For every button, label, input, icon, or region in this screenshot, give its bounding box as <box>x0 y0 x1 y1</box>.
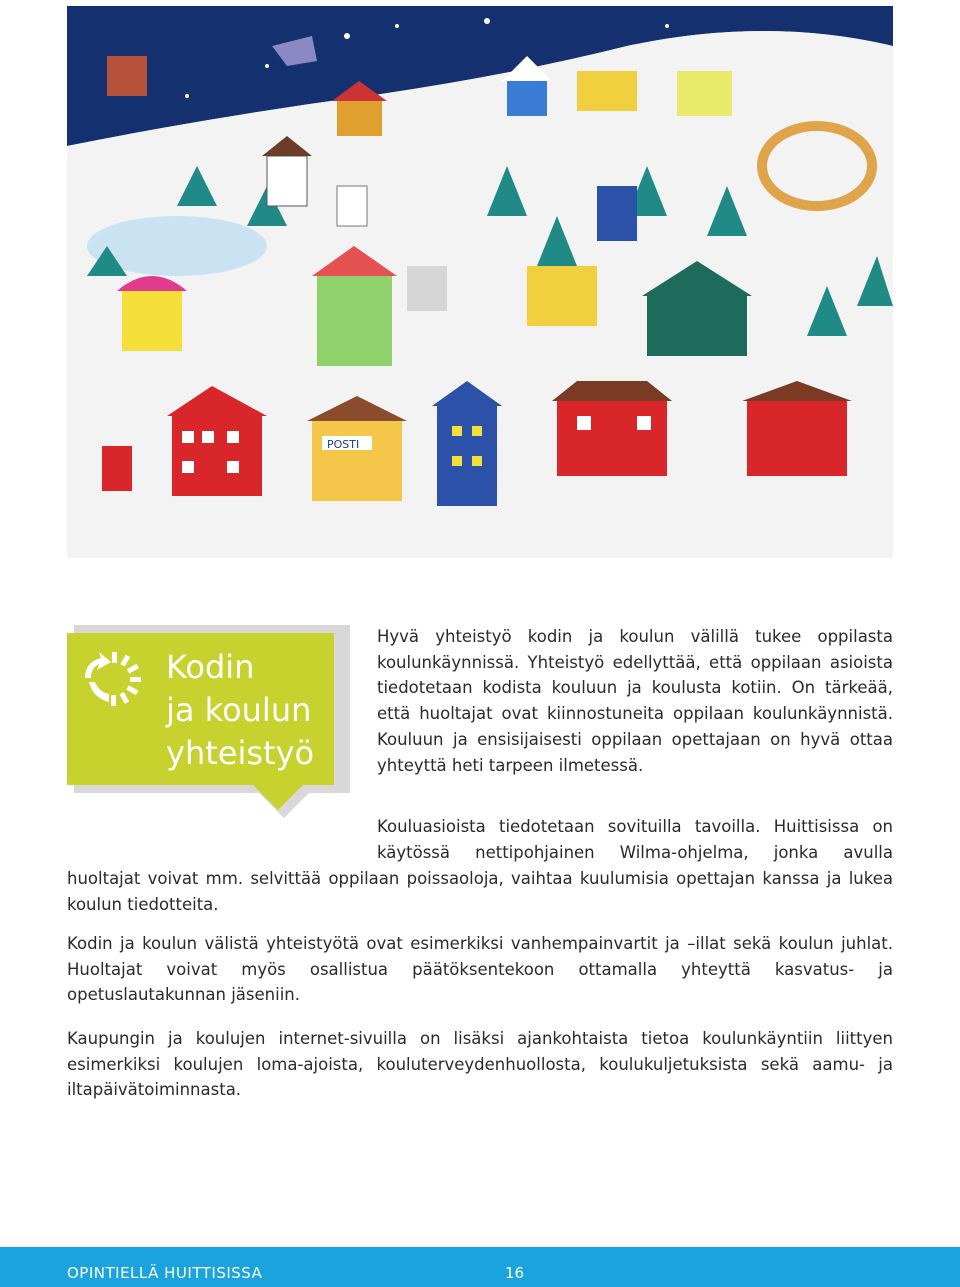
paragraph-internet: Kaupungin ja koulujen internet-sivuilla on lisäksi ajankohtaista tietoa koulunkäyntiin liittyen esimerkiksi koulujen loma-ajoista, kouluterveydenhuollosta, koulukuljetuksista sekä aamu- ja iltapäivätoiminnasta. <box>67 1029 893 1100</box>
cover-photo <box>67 6 893 558</box>
posti-sign: POSTI <box>327 438 360 451</box>
footer-title: OPINTIELLÄ HUITTISISSA <box>67 1264 263 1282</box>
callout-title-line-1: Kodin <box>166 648 255 686</box>
paragraph-intro: Hyvä yhteistyö kodin ja koulun välillä tukee oppilasta koulunkäynnissä. Yhteistyö edellyttää, että oppilaan asioista tiedotetaan kodista kouluun ja koulusta kotiin. On tärkeää, että huoltajat ovat kiinnostuneita oppilaan koulunkäynnistä. Kouluun ja ensisijaisesti oppilaan opettajaan on hyvä ottaa yhteyttä heti tarpeen ilmetessä. <box>377 627 893 775</box>
callout-title <box>166 646 336 775</box>
paragraph-wilma-continued: huoltajat voivat mm. selvittää oppilaan poissaoloja, vaihtaa kuulumisia opettajan kanssa ja lukea koulun tiedotteita. <box>67 869 893 914</box>
cycle-arrow-icon <box>79 648 141 710</box>
page-number: 16 <box>505 1264 525 1282</box>
callout-title-line-3: yhteistyö <box>166 734 315 772</box>
callout-title-line-2: ja koulun <box>166 691 312 729</box>
callout-tail <box>252 784 304 810</box>
paragraph-events: Kodin ja koulun välistä yhteistyötä ovat esimerkiksi vanhempainvartit ja –illat sekä koulun juhlat. Huoltajat voivat myös osallistua päätöksentekoon ottamalla yhteyttä kasvatus- ja opetuslautakunnan jäseniin. <box>67 934 893 1005</box>
paragraph-wilma-start: Kouluasioista tiedotetaan sovituilla tavoilla. Huittisissa on käytössä nettipohjainen Wilma-ohjelma, jonka avulla <box>377 817 893 862</box>
childrens-drawing-illustration <box>67 6 893 558</box>
